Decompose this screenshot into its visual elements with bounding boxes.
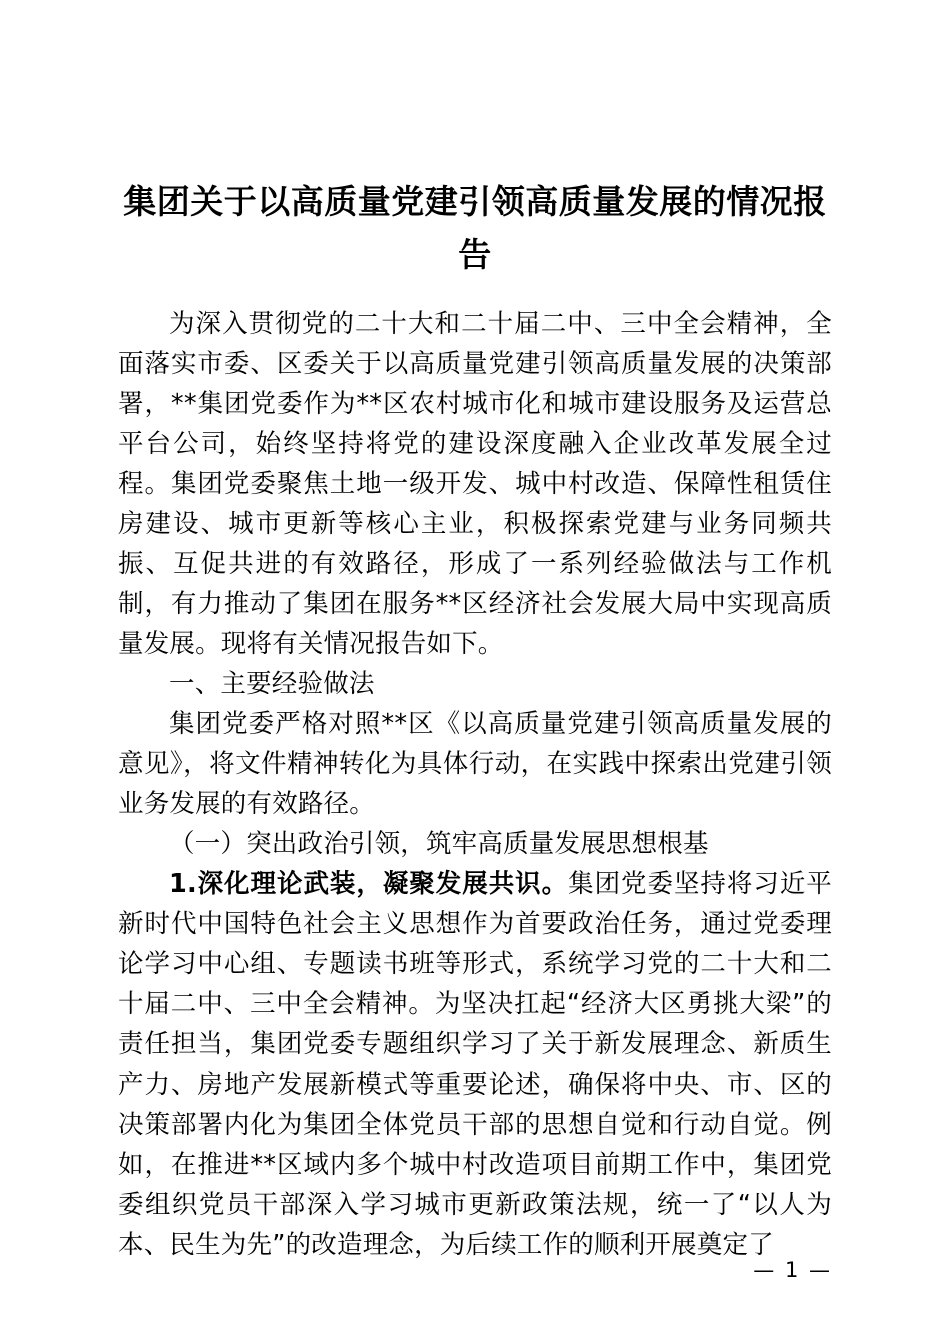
paragraph-intro: 为深入贯彻党的二十大和二十届二中、三中全会精神，全面落实市委、区委关于以高质量党建引领高质量发展的决策部署，**集团党委作为**区农村城市化和城市建设服务及运营总平台公司，始终坚持将党的建设深度融入企业改革发展全过程。集团党委聚焦土地一级开发、城中村改造、保障性租赁住房建设、城市更新等核心主业，积极探索党建与业务同频共振、互促共进的有效路径，形成了一系列经验做法与工作机制，有力推动了集团在服务**区经济社会发展大局中实现高质量发展。现将有关情况报告如下。 bbox=[118, 308, 832, 660]
paragraph-section-1-intro: 集团党委严格对照**区《以高质量党建引领高质量发展的意见》，将文件精神转化为具体行动，在实践中探索出党建引领业务发展的有效路径。 bbox=[118, 709, 832, 820]
page-title: 集团关于以高质量党建引领高质量发展的情况报告 bbox=[123, 182, 827, 275]
paragraph-section-heading-1: 一、主要经验做法 bbox=[169, 669, 375, 700]
paragraph-subsection-1-1: （一）突出政治引领，筑牢高质量发展思想根基 bbox=[169, 829, 709, 860]
paragraph-item-1-lead: 1.深化理论武装，凝聚发展共识。 bbox=[169, 869, 569, 900]
paragraph-item-1-body: 集团党委坚持将习近平新时代中国特色社会主义思想作为首要政治任务，通过党委理论学习中心组、专题读书班等形式，系统学习党的二十大和二十届二中、三中全会精神。为坚决扛起“经济大区勇挑大梁”的责任担当，集团党委专题组织学习了关于新发展理念、新质生产力、房地产发展新模式等重要论述，确保将中央、市、区的决策部署内化为集团全体党员干部的思想自觉和行动自觉。例如，在推进**区域内多个城中村改造项目前期工作中，集团党委组织党员干部深入学习城市更新政策法规，统一了“以人为本、民生为先”的改造理念，为后续工作的顺利开展奠定了 bbox=[118, 869, 832, 1260]
page-number: — 1 — bbox=[753, 1258, 832, 1282]
paragraph-item-1 bbox=[118, 864, 832, 1264]
